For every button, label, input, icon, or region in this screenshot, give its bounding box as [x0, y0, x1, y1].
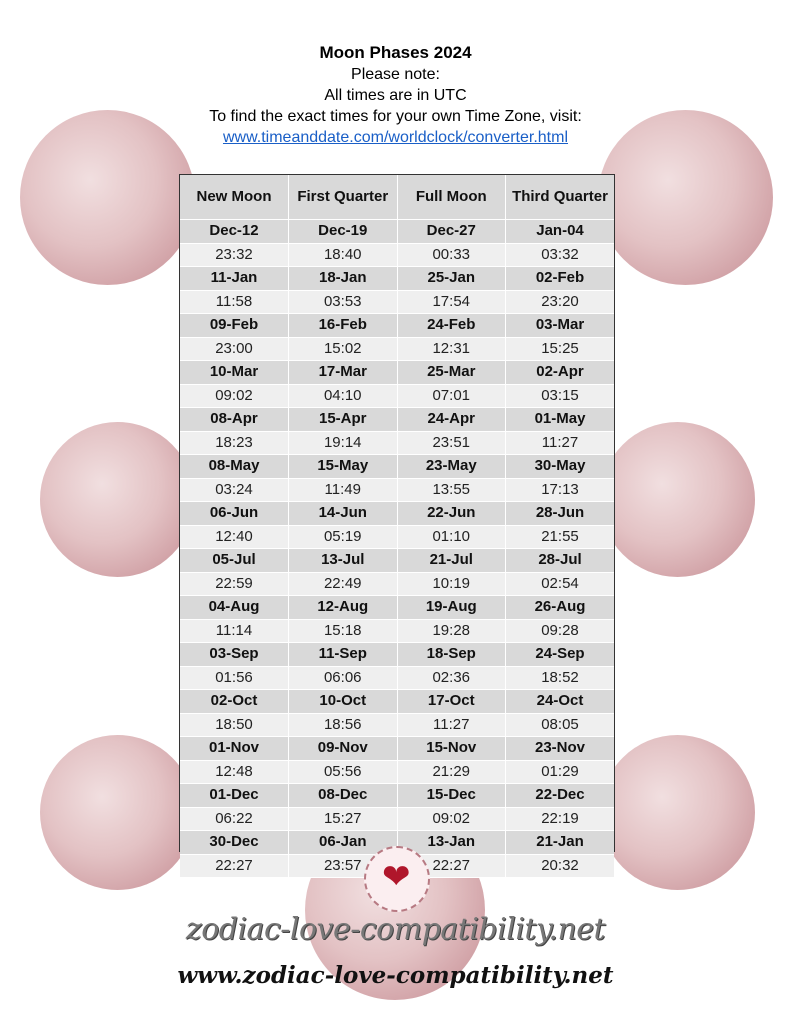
time-cell: 22:59 — [180, 572, 289, 596]
date-row — [180, 596, 614, 620]
time-row — [180, 713, 614, 737]
time-cell: 02:54 — [506, 572, 615, 596]
time-cell: 03:15 — [506, 384, 615, 408]
date-cell: 24-Sep — [506, 643, 615, 667]
date-cell: 13-Jul — [289, 549, 398, 573]
time-cell: 22:49 — [289, 572, 398, 596]
date-cell: 10-Mar — [180, 361, 289, 385]
date-cell: 24-Oct — [506, 690, 615, 714]
note-line-3: To find the exact times for your own Time Zone, visit: — [209, 108, 582, 125]
brand-logo — [364, 846, 430, 912]
date-cell: 24-Feb — [397, 314, 506, 338]
time-cell: 02:36 — [397, 666, 506, 690]
date-cell: 12-Aug — [289, 596, 398, 620]
time-row — [180, 337, 614, 361]
brand-wordmark: zodiac-love-compatibility.net — [185, 912, 606, 947]
date-cell: 05-Jul — [180, 549, 289, 573]
time-row — [180, 619, 614, 643]
time-row — [180, 666, 614, 690]
column-header-third-quarter: Third Quarter — [506, 175, 615, 220]
heart-icon: ❤ — [382, 858, 411, 896]
timezone-converter-link[interactable]: www.timeanddate.com/worldclock/converter.html — [222, 129, 569, 146]
date-row — [180, 690, 614, 714]
time-cell: 17:54 — [397, 290, 506, 314]
date-cell: 28-Jul — [506, 549, 615, 573]
date-cell: 22-Jun — [397, 502, 506, 526]
date-row — [180, 361, 614, 385]
time-cell: 17:13 — [506, 478, 615, 502]
time-cell: 21:29 — [397, 760, 506, 784]
site-url[interactable]: www.zodiac-love-compatibility.net — [177, 962, 614, 989]
date-cell: 17-Oct — [397, 690, 506, 714]
time-cell: 11:27 — [397, 713, 506, 737]
time-cell: 03:53 — [289, 290, 398, 314]
time-cell: 03:24 — [180, 478, 289, 502]
time-cell: 15:18 — [289, 619, 398, 643]
time-row — [180, 243, 614, 267]
phases-grid — [180, 175, 614, 878]
time-cell: 11:58 — [180, 290, 289, 314]
date-row — [180, 737, 614, 761]
time-cell: 19:28 — [397, 619, 506, 643]
date-cell: 04-Aug — [180, 596, 289, 620]
time-cell: 15:25 — [506, 337, 615, 361]
date-row — [180, 220, 614, 244]
date-cell: Dec-27 — [397, 220, 506, 244]
moon-phases-table — [179, 174, 615, 874]
table-header-row — [180, 175, 614, 220]
date-cell: 14-Jun — [289, 502, 398, 526]
date-cell: 08-May — [180, 455, 289, 479]
date-cell: 17-Mar — [289, 361, 398, 385]
table-body — [180, 220, 614, 878]
time-cell: 01:10 — [397, 525, 506, 549]
time-cell: 15:27 — [289, 807, 398, 831]
date-cell: 02-Oct — [180, 690, 289, 714]
date-row — [180, 314, 614, 338]
time-cell: 22:27 — [397, 854, 506, 878]
time-cell: 10:19 — [397, 572, 506, 596]
header — [0, 42, 791, 149]
time-cell: 11:49 — [289, 478, 398, 502]
time-row — [180, 290, 614, 314]
time-row — [180, 760, 614, 784]
time-row — [180, 384, 614, 408]
time-row — [180, 807, 614, 831]
date-cell: 21-Jan — [506, 831, 615, 855]
time-cell: 09:28 — [506, 619, 615, 643]
date-cell: Dec-12 — [180, 220, 289, 244]
date-cell: 15-Dec — [397, 784, 506, 808]
date-cell: 01-Nov — [180, 737, 289, 761]
time-cell: 23:00 — [180, 337, 289, 361]
date-cell: 18-Jan — [289, 267, 398, 291]
date-row — [180, 643, 614, 667]
date-cell: Jan-04 — [506, 220, 615, 244]
date-cell: 30-Dec — [180, 831, 289, 855]
time-cell: 18:56 — [289, 713, 398, 737]
time-row — [180, 478, 614, 502]
date-cell: 25-Jan — [397, 267, 506, 291]
time-cell: 23:20 — [506, 290, 615, 314]
time-row — [180, 572, 614, 596]
time-cell: 01:29 — [506, 760, 615, 784]
time-row — [180, 525, 614, 549]
date-cell: 03-Mar — [506, 314, 615, 338]
date-cell: 01-Dec — [180, 784, 289, 808]
date-cell: 08-Apr — [180, 408, 289, 432]
date-cell: 10-Oct — [289, 690, 398, 714]
time-cell: 11:14 — [180, 619, 289, 643]
time-cell: 11:27 — [506, 431, 615, 455]
time-cell: 01:56 — [180, 666, 289, 690]
date-cell: 09-Feb — [180, 314, 289, 338]
date-cell: 23-Nov — [506, 737, 615, 761]
moon-image-bottom-right — [600, 735, 755, 890]
column-header-first-quarter: First Quarter — [289, 175, 398, 220]
date-cell: 16-Feb — [289, 314, 398, 338]
date-row — [180, 784, 614, 808]
date-cell: 09-Nov — [289, 737, 398, 761]
note-line-1: Please note: — [351, 66, 440, 83]
date-cell: 18-Sep — [397, 643, 506, 667]
time-cell: 23:57 — [289, 854, 398, 878]
date-row — [180, 267, 614, 291]
date-cell: 15-Nov — [397, 737, 506, 761]
date-cell: 01-May — [506, 408, 615, 432]
moon-image-mid-right — [600, 422, 755, 577]
date-cell: 30-May — [506, 455, 615, 479]
date-row — [180, 455, 614, 479]
date-cell: 22-Dec — [506, 784, 615, 808]
date-cell: 11-Jan — [180, 267, 289, 291]
column-header-new-moon: New Moon — [180, 175, 289, 220]
date-cell: 13-Jan — [397, 831, 506, 855]
time-cell: 15:02 — [289, 337, 398, 361]
time-cell: 07:01 — [397, 384, 506, 408]
note-line-2: All times are in UTC — [324, 87, 467, 104]
time-cell: 21:55 — [506, 525, 615, 549]
time-cell: 09:02 — [180, 384, 289, 408]
date-cell: 19-Aug — [397, 596, 506, 620]
date-cell: 24-Apr — [397, 408, 506, 432]
time-cell: 18:52 — [506, 666, 615, 690]
time-cell: 23:51 — [397, 431, 506, 455]
time-cell: 05:19 — [289, 525, 398, 549]
time-row — [180, 431, 614, 455]
date-cell: 25-Mar — [397, 361, 506, 385]
date-row — [180, 408, 614, 432]
date-cell: 11-Sep — [289, 643, 398, 667]
time-cell: 09:02 — [397, 807, 506, 831]
time-cell: 12:48 — [180, 760, 289, 784]
time-cell: 13:55 — [397, 478, 506, 502]
time-cell: 18:23 — [180, 431, 289, 455]
date-row — [180, 502, 614, 526]
time-cell: 19:14 — [289, 431, 398, 455]
moon-image-mid-left — [40, 422, 195, 577]
moon-image-bottom-left — [40, 735, 195, 890]
column-header-full-moon: Full Moon — [397, 175, 506, 220]
time-cell: 12:31 — [397, 337, 506, 361]
page-title: Moon Phases 2024 — [319, 43, 472, 62]
date-row — [180, 549, 614, 573]
time-cell: 06:06 — [289, 666, 398, 690]
date-cell: 15-Apr — [289, 408, 398, 432]
date-cell: 06-Jan — [289, 831, 398, 855]
time-cell: 05:56 — [289, 760, 398, 784]
time-cell: 20:32 — [506, 854, 615, 878]
date-cell: 08-Dec — [289, 784, 398, 808]
time-cell: 22:19 — [506, 807, 615, 831]
date-cell: 15-May — [289, 455, 398, 479]
time-cell: 22:27 — [180, 854, 289, 878]
time-cell: 08:05 — [506, 713, 615, 737]
date-cell: 21-Jul — [397, 549, 506, 573]
date-cell: 23-May — [397, 455, 506, 479]
time-cell: 06:22 — [180, 807, 289, 831]
date-cell: 06-Jun — [180, 502, 289, 526]
date-cell: 03-Sep — [180, 643, 289, 667]
time-cell: 00:33 — [397, 243, 506, 267]
time-cell: 23:32 — [180, 243, 289, 267]
time-cell: 03:32 — [506, 243, 615, 267]
date-cell: 02-Feb — [506, 267, 615, 291]
time-cell: 04:10 — [289, 384, 398, 408]
date-cell: 26-Aug — [506, 596, 615, 620]
time-cell: 18:40 — [289, 243, 398, 267]
time-cell: 12:40 — [180, 525, 289, 549]
date-cell: 02-Apr — [506, 361, 615, 385]
time-cell: 18:50 — [180, 713, 289, 737]
date-cell: 28-Jun — [506, 502, 615, 526]
date-cell: Dec-19 — [289, 220, 398, 244]
